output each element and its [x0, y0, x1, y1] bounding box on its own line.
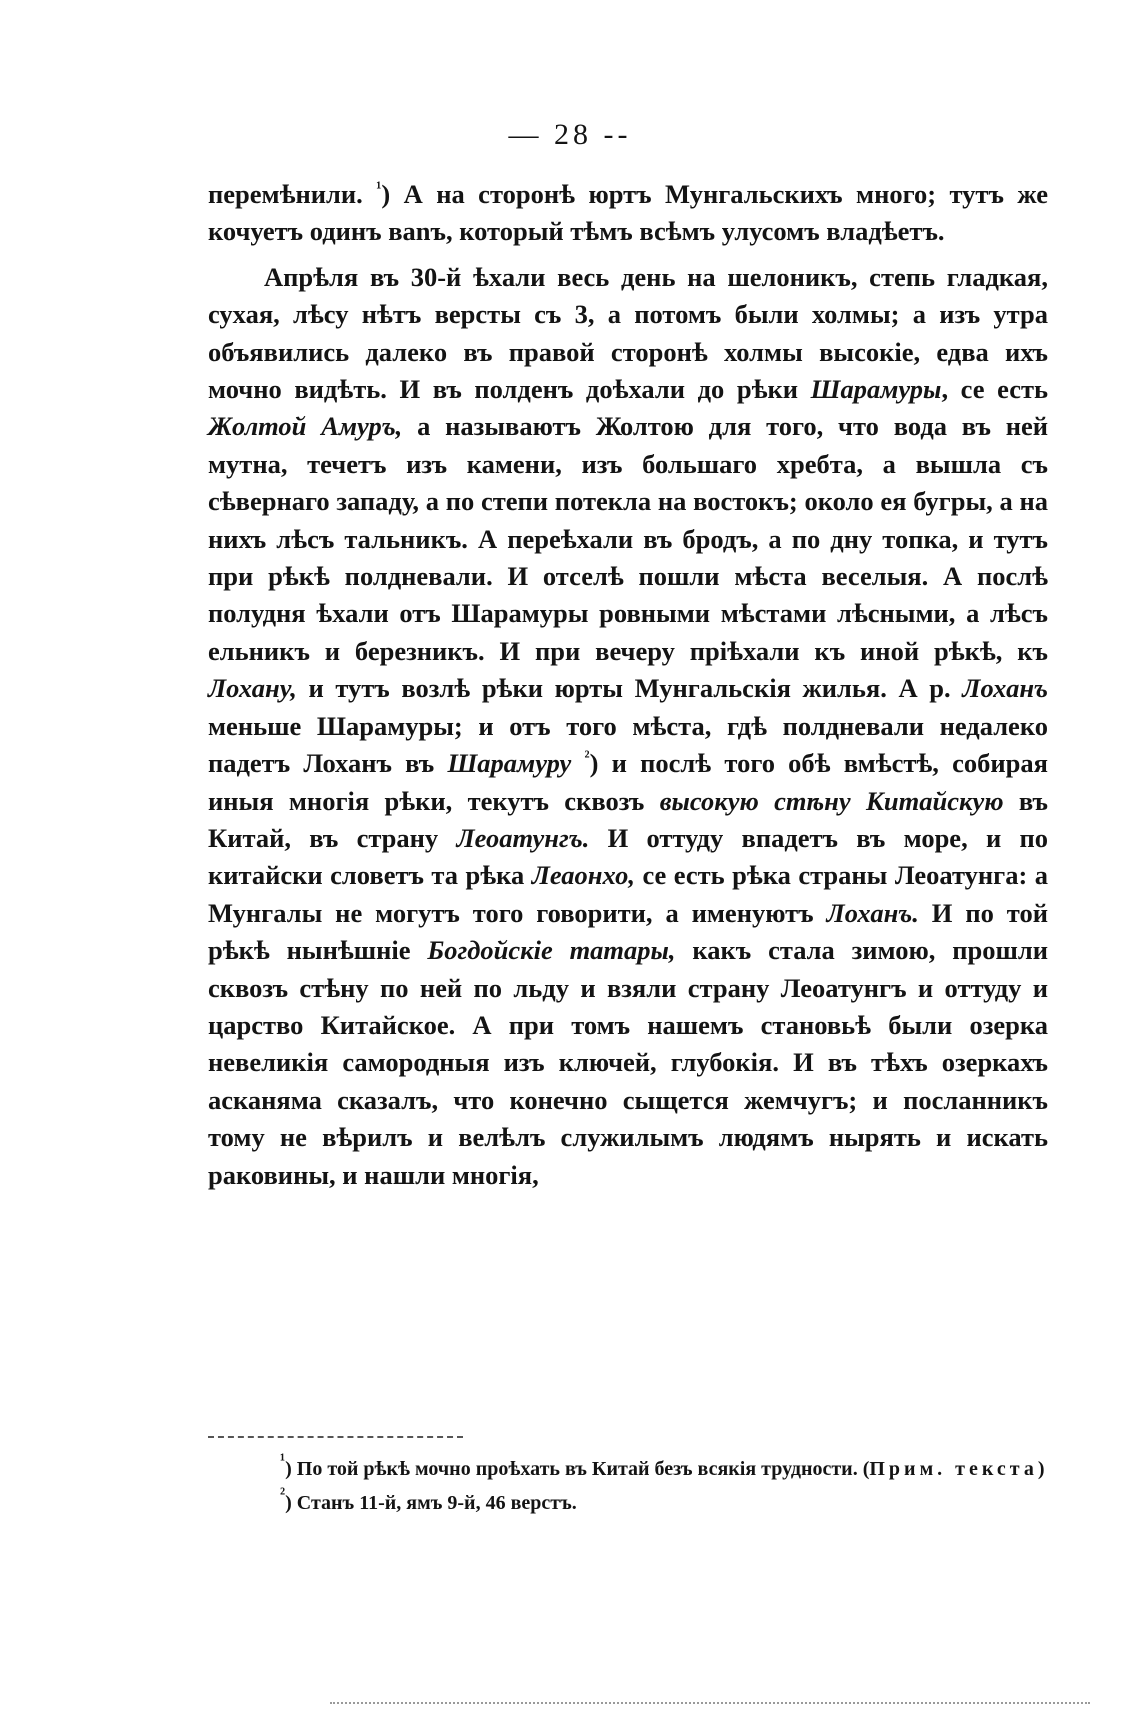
p2-italic-leoatung: Леоатунгъ. — [456, 822, 590, 853]
p2-s8: И оттуду впадетъ въ море, и по китайски словетъ та рѣка — [208, 822, 1048, 891]
paragraph-2 — [208, 259, 1048, 1194]
footnote-1-note: Прим. текста — [869, 1458, 1038, 1480]
p2-s9: се есть рѣка страны Леоатунга: а Мунгалы не могутъ того говорити, а именуютъ — [208, 860, 1048, 928]
footnote-separator — [208, 1436, 463, 1438]
footnote-ref-2: ² — [584, 747, 590, 767]
p2-s6: ) и послѣ того обѣ вмѣстѣ, собирая иныя многія рѣки, текутъ сквозъ — [208, 748, 1048, 816]
footnote-1-text: ) По той рѣкѣ мочно проѣхать въ Китай безъ всякія трудности. ( — [285, 1458, 870, 1480]
p2-italic-great-wall: высокую стѣну Китайскую — [659, 785, 1004, 816]
body-text — [208, 176, 1048, 1194]
p2-s4: и тутъ возлѣ рѣки юрты Мунгальскія жилья. А р. — [296, 673, 963, 704]
p1-text-a: перемѣнили. — [208, 179, 377, 209]
p2-italic-zholtoi-amur: Жолтой Амуръ, — [208, 411, 403, 442]
page-number: — 28 -- — [508, 118, 632, 151]
p2-italic-leaonkho: Леаонхо, — [531, 860, 635, 891]
footnote-1-mark: ¹ — [280, 1450, 286, 1469]
p2-italic-lokhan-2: Лоханъ. — [826, 897, 919, 928]
footnotes — [208, 1452, 1048, 1520]
p2-s2: , се есть — [941, 374, 1048, 405]
p2-italic-sharamury: Шарамуры — [810, 374, 942, 405]
p2-s7: въ Китай, въ страну — [208, 785, 1048, 853]
p2-italic-lokhan: Лоханъ — [962, 673, 1048, 704]
p2-s10: И по той рѣкѣ нынѣшніе — [208, 897, 1048, 966]
footnote-1-end: ) — [1037, 1458, 1045, 1480]
paragraph-1 — [208, 176, 1048, 251]
p2-s11: какъ стала зимою, прошли сквозъ стѣну по ней по льду и взяли страну Леоатунгъ и оттуду и царство Китайское. А при томъ нашемъ становьѣ были озерка невеликія самородныя изъ ключей, глубокія. И въ тѣхъ озеркахъ асканяма сказалъ, что конечно сыщется жемчугъ; и посланникъ тому не вѣрилъ и велѣлъ служилымъ людямъ нырять и искать раковины, и нашли многія, — [208, 935, 1048, 1190]
p2-s3: а называютъ Жолтою для того, что вода въ ней мутна, течетъ изъ камени, изъ большаго хребта, а вышла съ сѣвернаго западу, а по степи потекла на востокъ; около ея бугры, а на нихъ лѣсъ тальникъ. А переѣхали въ бродъ, а по дну топка, и тутъ при рѣкѣ полдневали. И отселѣ пошли мѣста веселыя. А послѣ полудня ѣхали отъ Шарамуры ровными мѣстами лѣсными, а лѣсъ ельникъ и березникъ. И при вечеру пріѣхали къ иной рѣкѣ, къ — [208, 411, 1048, 666]
p2-italic-sharamuru: Шарамуру — [447, 748, 572, 779]
p2-italic-bogdoi-tatars: Богдойскіе татары, — [427, 935, 676, 966]
p2-s5: меньше Шарамуры; и отъ того мѣста, гдѣ полдневали недалеко падетъ Лоханъ въ — [208, 710, 1048, 779]
p2-s1: Апрѣля въ 30-й ѣхали весь день на шелоникъ, степь гладкая, сухая, лѣсу нѣтъ версты съ 3, а потомъ были холмы; а изъ утра объявились далеко въ правой сторонѣ холмы высокіе, едва ихъ мочно видѣть. И въ полденъ доѣхали до рѣки — [208, 261, 1048, 405]
p1-text-b: ) А на сторонѣ юртъ Мунгальскихъ много; тутъ же кочуетъ одинъ ваnъ, который тѣмъ всѣмъ улусомъ владѣетъ. — [208, 179, 1048, 247]
footnote-2-text: ) Станъ 11-й, ямъ 9-й, 46 верстъ. — [285, 1492, 577, 1514]
footnote-1 — [208, 1452, 1048, 1486]
p2-italic-lokhanu: Лохану, — [208, 673, 297, 704]
page-bottom-marks — [330, 1702, 1090, 1706]
footnote-ref-1: ¹ — [376, 178, 382, 197]
footnote-2-mark: ² — [280, 1484, 286, 1503]
footnote-2 — [208, 1486, 1048, 1520]
